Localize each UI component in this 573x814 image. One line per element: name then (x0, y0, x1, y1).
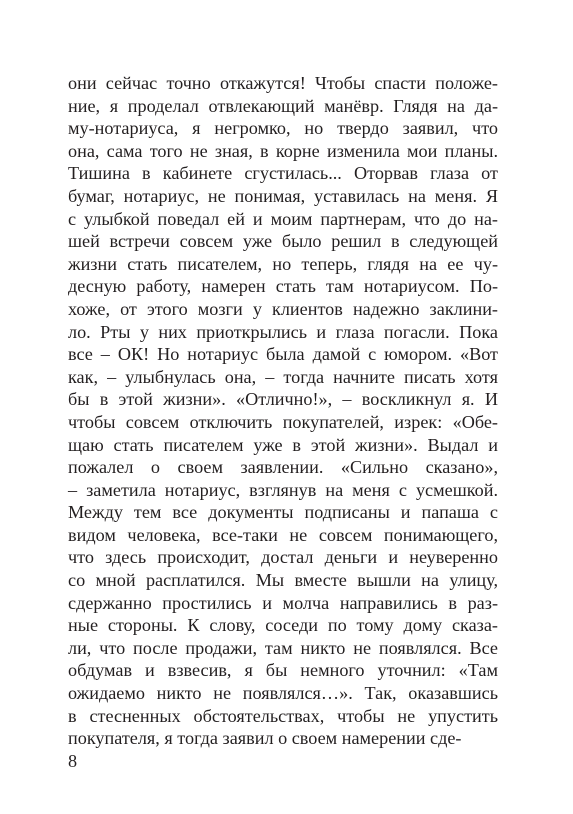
text-line: чтобы совсем отключить покупателей, изрек: «Обе- (68, 411, 498, 432)
text-line: как, – улыбнулась она, – тогда начните писать хотя (68, 366, 498, 387)
text-line: с улыбкой поведал ей и моим партнерам, что до на- (68, 208, 498, 229)
text-line: они сейчас точно откажутся! Чтобы спасти положе- (68, 73, 498, 93)
text-line: Тишина в кабинете сгустилась... Оторвав глаза от (68, 163, 498, 184)
text-line: она, сама того не зная, в корне изменила мои планы. (68, 140, 498, 161)
text-line: все – ОК! Но нотариус была дамой с юмором. «Вот (68, 344, 498, 365)
text-line: му-нотариуса, я негромко, но твердо заявил, что (68, 118, 498, 139)
text-line: в стесненных обстоятельствах, чтобы не упустить (68, 705, 498, 726)
text-line: видом человека, все-таки не совсем понимающего, (68, 524, 498, 545)
text-line: пожалел о своем заявлении. «Сильно сказано», (68, 457, 498, 478)
text-line: бы в этой жизни». «Отлично!», – воскликнул я. И (68, 389, 498, 410)
text-line: ние, я проделал отвлекающий манёвр. Глядя на да- (68, 95, 498, 116)
text-line: ожидаемо никто не появлялся…». Так, оказавшись (68, 683, 498, 704)
text-line: десную работу, намерен стать там нотариусом. По- (68, 276, 498, 297)
text-line: Между тем все документы подписаны и папаша с (68, 502, 498, 523)
text-line: жизни стать писателем, но теперь, глядя на ее чу- (68, 253, 498, 274)
text-line: ные стороны. К слову, соседи по тому дому сказа- (68, 615, 498, 636)
text-line: щаю стать писателем уже в этой жизни». Выдал и (68, 434, 498, 455)
page-number: 8 (68, 751, 78, 771)
text-line: – заметила нотариус, взглянув на меня с усмешкой. (68, 479, 498, 500)
text-line: сдержанно простились и молча направились в раз- (68, 592, 498, 613)
text-line: бумаг, нотариус, не понимая, уставилась на меня. Я (68, 185, 498, 206)
body-text (68, 72, 498, 750)
text-line: шей встречи совсем уже было решил в следующей (68, 231, 498, 252)
text-line: ли, что после продажи, там никто не появлялся. Все (68, 637, 498, 658)
text-line: покупателя, я тогда заявил о своем намерении сде- (68, 728, 462, 749)
text-line: хоже, от этого мозги у клиентов надежно заклини- (68, 298, 498, 319)
text-line: со мной расплатился. Мы вместе вышли на улицу, (68, 570, 498, 591)
text-line: обдумав и взвесив, я бы немного уточнил: «Там (68, 660, 498, 681)
text-line: что здесь происходит, достал деньги и неуверенно (68, 547, 498, 568)
text-line: ло. Рты у них приоткрылись и глаза погасли. Пока (68, 321, 498, 342)
